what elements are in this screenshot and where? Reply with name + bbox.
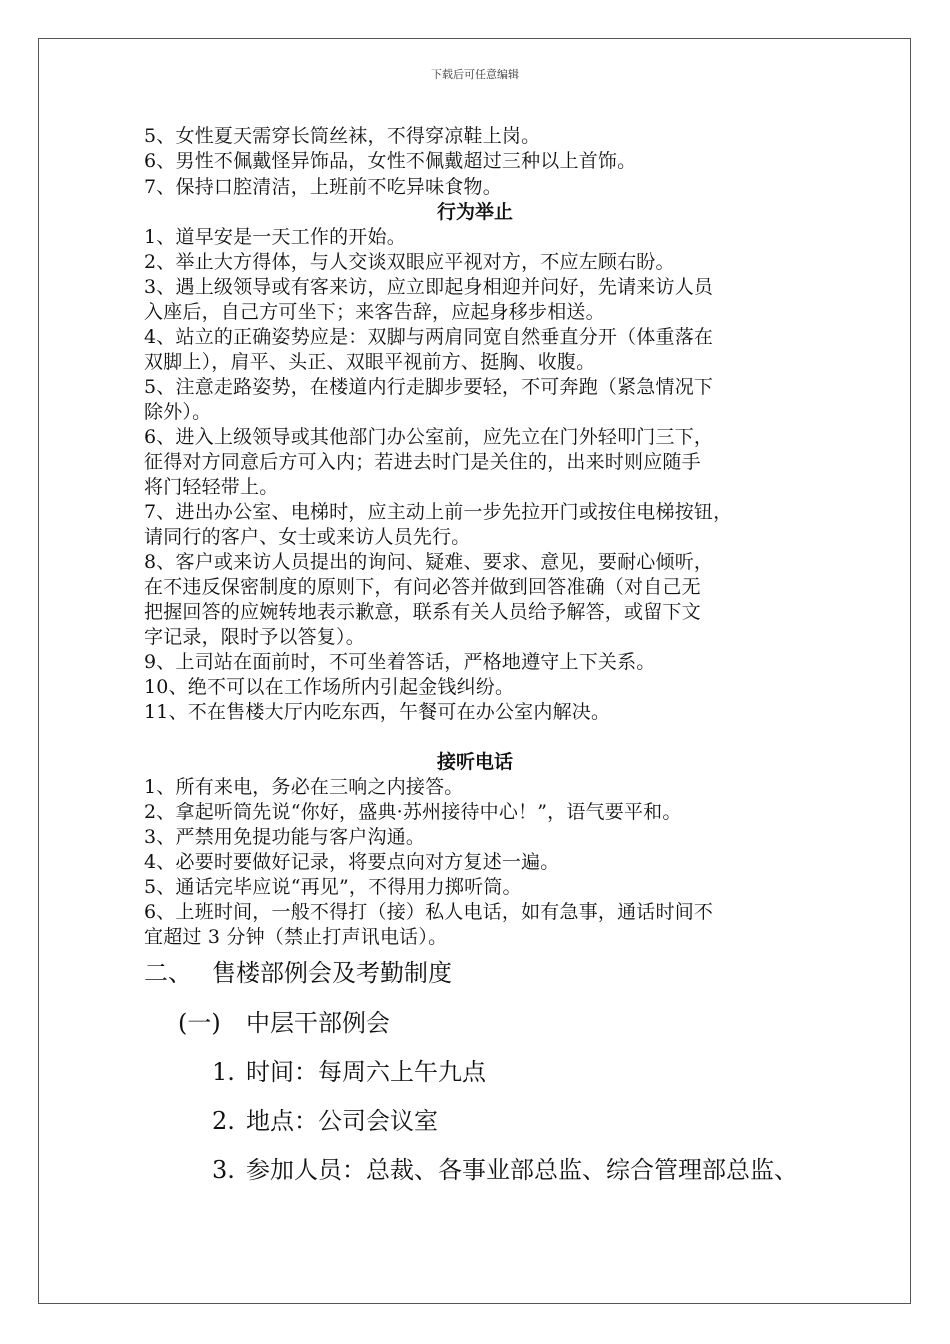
subsection-title: 中层干部例会 bbox=[246, 1009, 390, 1037]
behavior-line: 1、道早安是一天工作的开始。 bbox=[144, 226, 406, 248]
phone-line: 1、所有来电，务必在三响之内接答。 bbox=[144, 776, 464, 798]
phone-heading: 接听电话 bbox=[436, 751, 513, 773]
behavior-line: 除外）。 bbox=[144, 401, 212, 423]
behavior-line: 字记录，限时予以答复）。 bbox=[144, 626, 365, 648]
item-number: 1. bbox=[212, 1058, 235, 1086]
item-text: 参加人员：总裁、各事业部总监、综合管理部总监、 bbox=[246, 1156, 798, 1184]
item-text: 时间：每周六上午九点 bbox=[246, 1058, 486, 1086]
behavior-line: 入座后，自己方可坐下；来客告辞，应起身移步相送。 bbox=[144, 301, 605, 323]
behavior-line: 5、注意走路姿势，在楼道内行走脚步要轻，不可奔跑（紧急情况下 bbox=[144, 376, 714, 398]
behavior-line: 9、上司站在面前时，不可坐着答话，严格地遵守上下关系。 bbox=[144, 651, 656, 673]
header-note: 下载后可任意编辑 bbox=[431, 68, 519, 81]
phone-line: 宜超过 3 分钟（禁止打声讯电话）。 bbox=[144, 926, 448, 948]
behavior-line: 11、不在售楼大厅内吃东西，午餐可在办公室内解决。 bbox=[144, 701, 611, 723]
dress-rule-7: 7、保持口腔清洁，上班前不吃异味食物。 bbox=[144, 176, 502, 198]
phone-line: 3、严禁用免提功能与客户沟通。 bbox=[144, 826, 426, 848]
subsection-number: (一) bbox=[178, 1009, 221, 1037]
behavior-line: 3、遇上级领导或有客来访，应立即起身相迎并问好，先请来访人员 bbox=[144, 276, 714, 298]
item-number: 3. bbox=[212, 1156, 235, 1184]
behavior-line: 10、绝不可以在工作场所内引起金钱纠纷。 bbox=[144, 676, 515, 698]
behavior-line: 6、进入上级领导或其他部门办公室前，应先立在门外轻叩门三下， bbox=[144, 426, 714, 448]
item-number: 2. bbox=[212, 1107, 235, 1135]
dress-rule-6: 6、男性不佩戴怪异饰品，女性不佩戴超过三种以上首饰。 bbox=[144, 150, 637, 172]
phone-line: 4、必要时要做好记录，将要点向对方复述一遍。 bbox=[144, 851, 560, 873]
phone-line: 6、上班时间，一般不得打（接）私人电话，如有急事，通话时间不 bbox=[144, 901, 714, 923]
behavior-line: 征得对方同意后方可入内；若进去时门是关住的，出来时则应随手 bbox=[144, 451, 701, 473]
section2-title: 售楼部例会及考勤制度 bbox=[212, 959, 452, 987]
behavior-line: 请同行的客户、女士或来访人员先行。 bbox=[144, 526, 471, 548]
behavior-heading: 行为举止 bbox=[436, 201, 513, 223]
behavior-line: 双脚上），肩平、头正、双眼平视前方、挺胸、收腹。 bbox=[144, 351, 596, 373]
behavior-line: 把握回答的应婉转地表示歉意，联系有关人员给予解答，或留下文 bbox=[144, 601, 701, 623]
behavior-line: 8、客户或来访人员提出的询问、疑难、要求、意见，要耐心倾听， bbox=[144, 551, 714, 573]
behavior-line: 7、进出办公室、电梯时，应主动上前一步先拉开门或按住电梯按钮， bbox=[144, 501, 733, 523]
dress-rule-5: 5、女性夏天需穿长筒丝袜，不得穿凉鞋上岗。 bbox=[144, 125, 541, 147]
behavior-line: 4、站立的正确姿势应是：双脚与两肩同宽自然垂直分开（体重落在 bbox=[144, 326, 714, 348]
behavior-line: 将门轻轻带上。 bbox=[144, 476, 279, 498]
item-text: 地点：公司会议室 bbox=[246, 1107, 438, 1135]
phone-line: 2、拿起听筒先说“你好，盛典·苏州接待中心！”，语气要平和。 bbox=[144, 801, 682, 823]
behavior-line: 2、举止大方得体，与人交谈双眼应平视对方，不应左顾右盼。 bbox=[144, 251, 675, 273]
section2-number: 二、 bbox=[144, 959, 192, 987]
behavior-line: 在不违反保密制度的原则下，有问必答并做到回答准确（对自己无 bbox=[144, 576, 701, 598]
phone-line: 5、通话完毕应说“再见”，不得用力掷听筒。 bbox=[144, 876, 522, 898]
